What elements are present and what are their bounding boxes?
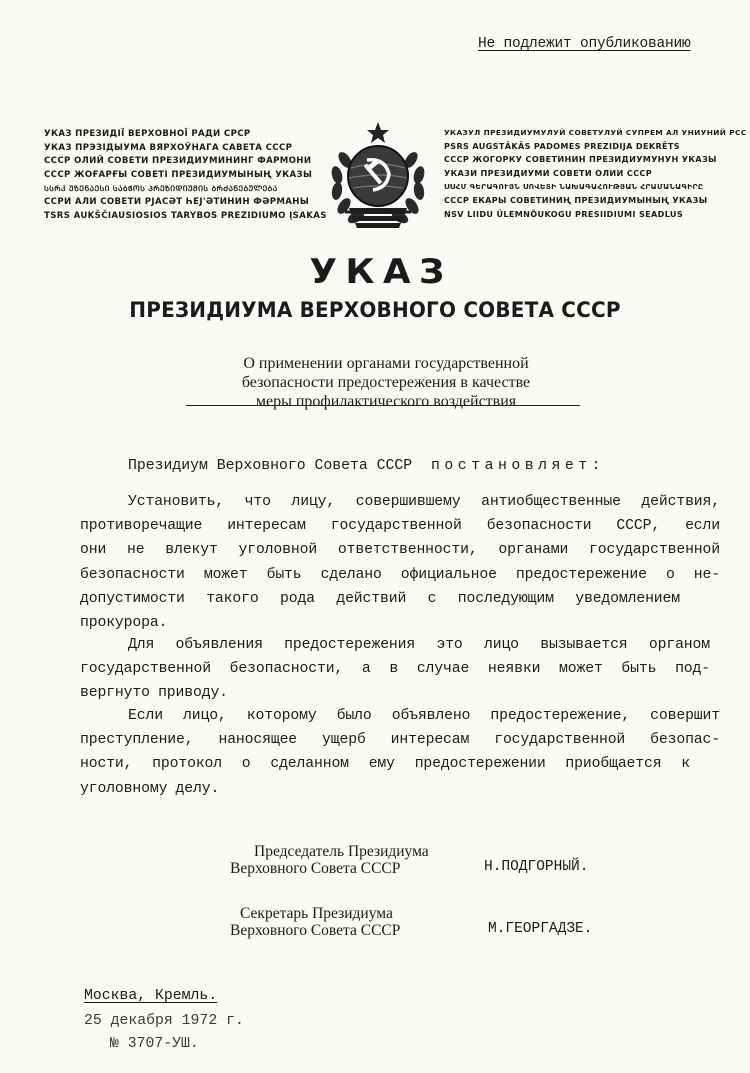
header-left-line: СССР ЖОҒАРҒЫ СОВЕТІ ПРЕЗИДИУМЫНЫҢ УКАЗЫ [44,169,313,180]
date: 25 декабря 1972 г. [84,1013,244,1029]
header-left-column [44,128,327,223]
paragraph-line: уголовному делу. [80,780,220,797]
header-left-line: ССРИ АЛИ СОВЕТИ РЈАСӘТ ҺЕЈ'ӘТИНИН ФӘРМАНЫ [44,196,310,207]
subject-underline [186,405,580,406]
ussr-emblem-icon [323,120,433,232]
decree-paragraph [80,490,720,635]
header-left-line: СССР ОЛИЙ СОВЕТИ ПРЕЗИДИУМИНИНГ ФАРМОНИ [44,156,312,167]
header-right-line: УКАЗИ ПРЕЗИДИУМИ СОВЕТИ ОЛИИ СССР [444,167,652,178]
header-right-line: ՍՍՀՄ ԳԵՐԱԳՈՒՅՆ ՍՈՎԵՏԻ ՆԱԽԱԳԱՀՈՒԹՅԱՆ ՀՐԱՄԱՆԱԳԻՐԸ [444,182,704,192]
paragraph-line: допустимости такого рода действий с последующим уведомлением [80,590,680,607]
header-left-line: ᲡᲡᲠᲙ ᲣᲖᲔᲜᲐᲔᲡᲘ ᲡᲐᲑᲭᲝᲡ ᲞᲠᲔᲖᲘᲓᲘᲣᲛᲘᲡ ᲑᲠᲫᲐᲜᲔᲑᲣᲚᲔᲑᲐ [44,184,278,194]
decree-paragraph [80,704,720,801]
header-right-column [444,126,747,221]
document-subtitle: ПРЕЗИДИУМА ВЕРХОВНОГО СОВЕТА СССР [129,298,621,323]
place: Москва, Кремль. [84,988,218,1004]
paragraph-line: преступление, наносящее ущерб интересам государственной безопас- [80,732,720,749]
paragraph-line: противоречащие интересам государственной безопасности СССР, если [80,518,720,535]
paragraph-line: Установить, что лицу, совершившему антиобщественные действия, [128,494,720,510]
chairman-signature-title [230,843,429,877]
paragraph-line: Для объявления предостережения это лицо вызывается органом [128,637,710,653]
document-title: УКАЗ [309,252,453,292]
decree-subject [186,354,586,411]
header-right-line: NSV LIIDU ÜLEMNÕUKOGU PRESIIDIUMI SEADLUS [444,208,684,219]
header-right-line: УКАЗУЛ ПРЕЗИДИУМУЛУЙ СОВЕТУЛУЙ СУПРЕМ АЛ УНИУНИЙ РСС [444,128,747,137]
restriction-notice: Не подлежит опубликованию [478,36,691,52]
decree-number: № 3707-УШ. [110,1036,199,1052]
decree-intro-body: Президиум Верховного Совета СССР [128,458,413,474]
signature-title-line: Секретарь Президиума [240,905,393,922]
header-right-line: СССР ЖОГОРКУ СОВЕТИНИН ПРЕЗИДИУМУНУН УКАЗЫ [444,154,717,165]
paragraph-line: они не влекут уголовной ответственности, органами государственной [80,542,720,559]
paragraph-line: вергнуто приводу. [80,685,228,702]
secretary-name: М.ГЕОРГАДЗЕ. [488,921,593,937]
paragraph-line: Если лицо, которому было объявлено предостережение, совершит [128,708,720,724]
secretary-signature-title [230,905,400,939]
decree-subject-line: безопасности предостережения в качестве [241,374,531,391]
paragraph-line: прокурора. [80,614,168,631]
decree-intro-verb: постановляет: [431,458,605,474]
header-left-line: TSRS AUKŠČIAUSIOSIOS TARYBOS PREZIDIUMO ĮSAKAS [44,210,327,221]
decree-intro [128,458,605,474]
decree-subject-line: О применении органами государственной [243,355,529,372]
decree-paragraph [80,633,720,706]
signature-title-line: Верховного Совета СССР [230,922,401,939]
header-right-line: СССР ЕКАРЫ СОВЕТИНИҢ ПРЕЗИДИУМЫНЫҢ УКАЗЫ [444,194,708,205]
signature-title-line: Председатель Президиума [254,843,429,860]
decree-subject-line: меры профилактического воздействия [255,393,517,410]
paragraph-line: ности, протокол о сделанном ему предостережении приобщается к [80,756,690,773]
paragraph-line: государственной безопасности, а в случае неявки может быть под- [80,661,710,678]
signature-title-line: Верховного Совета СССР [230,860,401,877]
header-left-line: УКАЗ ПРЕЗИДІЇ ВЕРХОВНОЇ РАДИ СРСР [44,129,251,139]
header-left-line: УКАЗ ПРЭЗІДЫУМА ВЯРХОЎНАГА САВЕТА СССР [44,142,293,153]
paragraph-line: безопасности может быть сделано официальное предостережение о не- [80,566,720,583]
chairman-name: Н.ПОДГОРНЫЙ. [484,859,589,875]
header-right-line: PSRS AUGSTĀKĀS PADOMES PREZIDIJA DEKRĒTS [444,140,680,151]
